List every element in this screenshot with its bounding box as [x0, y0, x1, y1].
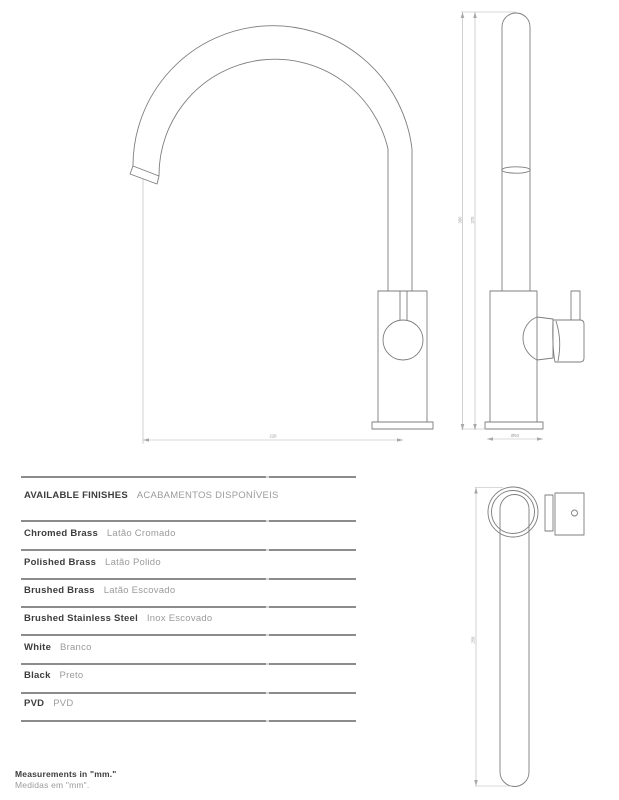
- finish-row: [24, 642, 92, 653]
- aerator-seam: [502, 167, 530, 173]
- measurement-note-en: Measurements in "mm.": [15, 769, 117, 779]
- finish-name-en: Chromed Brass: [24, 528, 98, 539]
- spout-tube-top: [500, 494, 529, 786]
- finish-name-pt: Inox Escovado: [146, 613, 213, 624]
- spout-column-side: [502, 13, 530, 291]
- finish-name-pt: Branco: [60, 642, 92, 653]
- lever-paddle-top: [555, 493, 584, 535]
- dim-label-base-diameter: Ø50: [511, 433, 519, 438]
- finishes-header-pt: ACABAMENTOS DISPONÍVEIS: [136, 490, 279, 501]
- table-rule: [21, 549, 356, 551]
- spout-outer-curve: [133, 26, 412, 291]
- finish-name-pt: Latão Polido: [105, 557, 161, 568]
- finish-row: [24, 528, 176, 539]
- dim-label-side-height-inner: 370: [470, 216, 475, 224]
- table-rule: [21, 476, 356, 478]
- dim-label-top-length: 258: [470, 636, 476, 644]
- finish-name-en: Brushed Stainless Steel: [24, 613, 138, 624]
- measurement-note-pt: Medidas em "mm".: [15, 780, 90, 790]
- finishes-header: [24, 490, 279, 501]
- body-inner-circle: [492, 491, 535, 534]
- lever-paddle-curve: [556, 321, 560, 361]
- finish-row: [24, 557, 161, 568]
- faucet-body-front: [378, 291, 427, 422]
- lever-collar-top: [545, 495, 553, 531]
- front-dimension: [143, 178, 403, 444]
- side-view-drawing: [485, 13, 584, 429]
- finish-row: [24, 698, 73, 709]
- finish-name-pt: Latão Escovado: [103, 585, 176, 596]
- finish-name-en: Black: [24, 670, 51, 681]
- faucet-body-side: [490, 291, 537, 422]
- finish-name-en: Brushed Brass: [24, 585, 95, 596]
- lever-stick: [571, 291, 580, 320]
- table-rule: [21, 520, 356, 522]
- finish-row: [24, 613, 212, 624]
- finishes-table: [21, 476, 356, 722]
- base-flange-front: [372, 422, 433, 429]
- spout-inner-curve: [159, 59, 388, 291]
- lever-pod: [523, 317, 553, 360]
- valve-cap-circle: [383, 320, 423, 360]
- measurement-note: [15, 769, 117, 791]
- finish-row: [24, 670, 83, 681]
- table-rule: [21, 634, 356, 636]
- base-flange-side: [485, 422, 543, 429]
- finish-name-en: PVD: [24, 698, 45, 709]
- spout-tip: [130, 166, 159, 184]
- finish-name-pt: PVD: [53, 698, 74, 709]
- dim-label-front-reach: 228: [269, 433, 277, 439]
- front-view-drawing: [130, 26, 433, 429]
- table-rule: [21, 663, 356, 665]
- top-view-drawing: [488, 487, 584, 787]
- table-rule: [21, 692, 356, 694]
- finishes-header-en: AVAILABLE FINISHES: [24, 490, 128, 501]
- finish-name-en: Polished Brass: [24, 557, 97, 568]
- finish-name-en: White: [24, 642, 52, 653]
- table-rule: [21, 720, 356, 722]
- finish-name-pt: Latão Cromado: [106, 528, 176, 539]
- stem-seam-lines: [400, 291, 407, 320]
- lever-screw-hole: [572, 510, 578, 516]
- finish-row: [24, 585, 175, 596]
- finish-name-pt: Preto: [59, 670, 84, 681]
- table-rule: [21, 606, 356, 608]
- dim-label-side-height-total: 390: [457, 216, 463, 224]
- table-rule: [21, 578, 356, 580]
